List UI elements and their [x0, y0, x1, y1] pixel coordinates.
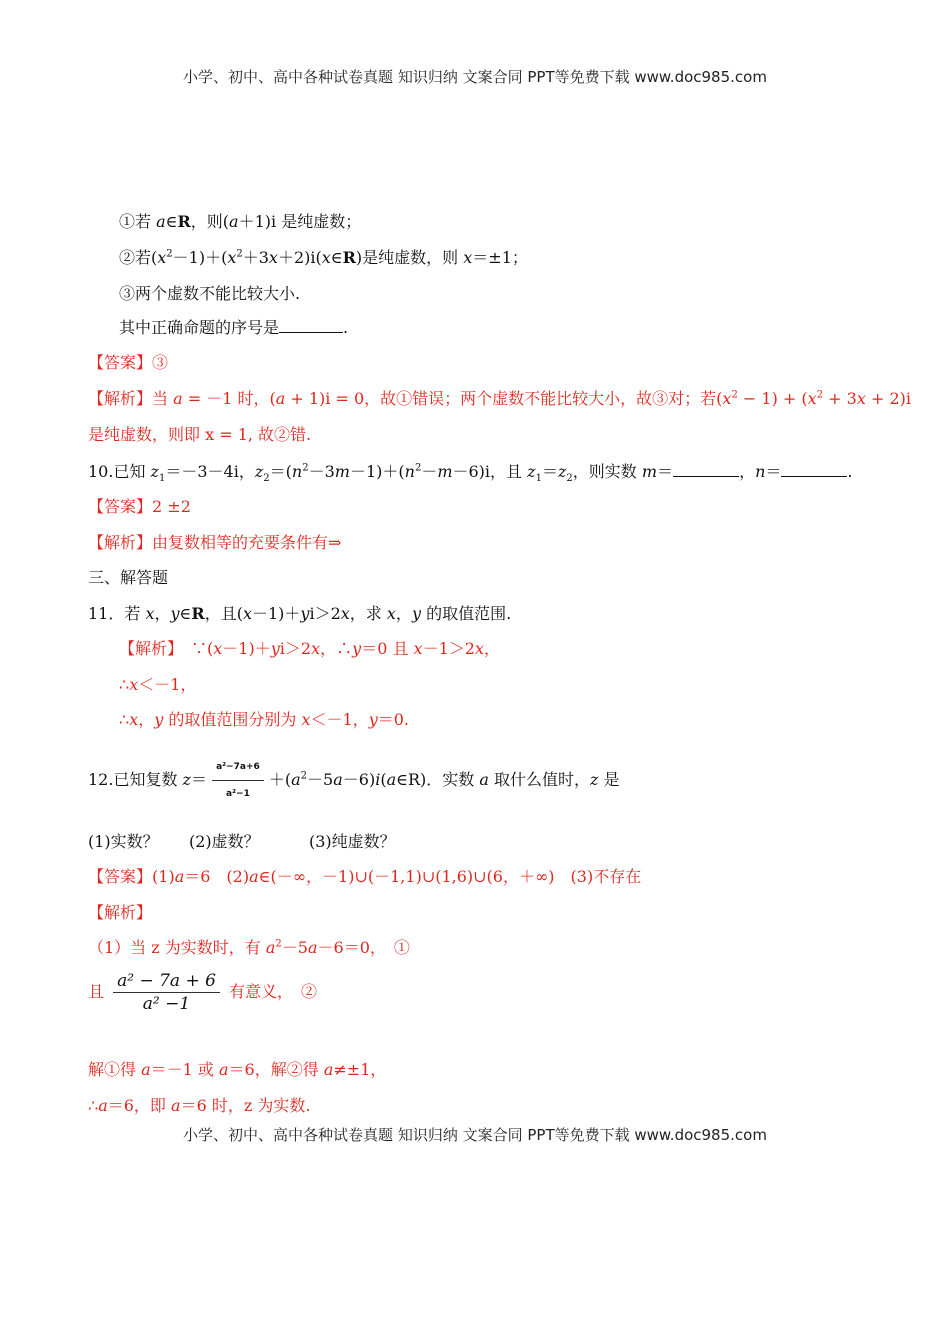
q12-part-2: (2)虚数？ — [189, 832, 260, 851]
q12-analysis-line2: 且 $\frac{\text{a² − 7a + 6}}{\text{a² −1}}$ 有意义， ② — [88, 971, 318, 1014]
q12-frac-small-den: a²−1 — [226, 789, 250, 799]
q10-analysis-label: 【解析】 — [88, 533, 153, 552]
q9-analysis-line2: 是纯虚数，则即 x = 1, 故②错. — [88, 425, 312, 444]
q9-analysis-line1: 【解析】当 a = －1 时，(a + 1)i = 0，故①错误；两个虚数不能比较大小，故③对；若$(x^2 - 1) + (x^2 + 3x + 2)i$ — [88, 389, 911, 408]
q12-fraction-large — [113, 970, 220, 1015]
q9-analysis-label: 【解析】 — [88, 389, 153, 408]
q12-answer-label: 【答案】 — [88, 867, 153, 886]
q10-answer-label: 【答案】 — [88, 497, 153, 516]
q9-answer — [88, 353, 168, 373]
q9-ask: 其中正确命题的序号是 — [119, 318, 280, 337]
q12-question: 12.已知复数 z＝ $\frac{\text{a²−7a+6}}{\text{a²−1}}$ $+(a^2-5a-6)i(a\in R)$．实数 a 取什么值时，z 是 — [88, 754, 620, 807]
q9-statement-1: ①若 a∈R，则(a＋1)i 是纯虚数； — [119, 212, 362, 231]
q12-analysis-line4: ∴a＝6，即 a＝6 时，z 为实数. — [88, 1096, 311, 1115]
q11-analysis-line3: ∴x，y 的取值范围分别为 x＜－1，y＝0. — [119, 710, 410, 729]
section-3-heading: 三、解答题 — [88, 568, 169, 587]
q12-part-1: (1)实数？ — [88, 832, 159, 851]
q11-question: 11．若 x，y∈R，且(x－1)＋yi＞2x，求 x，y 的取值范围. — [88, 604, 512, 623]
q9-answer-label: 【答案】 — [88, 353, 153, 372]
q12-part-3: (3)纯虚数？ — [309, 832, 396, 851]
q10-blank-m — [673, 462, 739, 477]
q12-frac-large-num: a² − 7a + 6 — [113, 970, 220, 993]
q10-analysis-text: 由复数相等的充要条件有⇒ — [152, 533, 342, 552]
q12-answer: 【答案】(1)a＝6 (2)a∈(－∞，－1)∪(－1,1)∪(1,6)∪(6，＋∞) (3)不存在 — [88, 867, 642, 886]
page-header: 小学、初中、高中各种试卷真题 知识归纳 文案合同 PPT等免费下载 www.doc985.com — [183, 68, 767, 86]
q12-analysis-line3: 解①得 a＝－1 或 a＝6，解②得 a≠±1， — [88, 1060, 387, 1079]
q9-statement-3: ③两个虚数不能比较大小. — [119, 284, 301, 303]
q10-blank-n — [781, 462, 847, 477]
q12-frac-large-den: a² −1 — [142, 994, 191, 1014]
q11-analysis-line2: ∴x＜－1， — [119, 675, 197, 694]
q12-analysis-label: 【解析】 — [88, 903, 153, 922]
q9-answer-value: ③ — [152, 353, 169, 372]
q12-analysis-line1: （1）当 z 为实数时，有 $a^2-5a-6=0$， ① — [88, 938, 410, 957]
q12-fraction-small — [212, 754, 264, 807]
q9-statement-2: ②若$(x^2-1)+(x^2+3x+2)i(x\in R)$是纯虚数，则 x＝±1； — [119, 248, 528, 267]
q10-analysis — [88, 533, 341, 553]
page-footer: 小学、初中、高中各种试卷真题 知识归纳 文案合同 PPT等免费下载 www.doc985.com — [183, 1126, 767, 1144]
q10-answer-value: 2 ±2 — [152, 497, 191, 516]
q9-question: 其中正确命题的序号是 . — [119, 318, 349, 337]
q9-blank — [279, 318, 343, 333]
q10-answer — [88, 497, 191, 517]
q11-analysis-line1: 【解析】 ∵(x－1)＋yi＞2x，∴y＝0 且 x－1＞2x， — [119, 639, 500, 658]
q12-frac-small-num: a²−7a+6 — [212, 754, 264, 781]
q10-question: 10.已知 $z_1=-3-4i$，$z_2=(n^2-3m-1)+(n^2-m-6)i$，且 $z_1=z_2$，则实数 m＝ ，n＝ . — [88, 462, 853, 485]
q11-analysis-label: 【解析】 — [119, 639, 176, 658]
